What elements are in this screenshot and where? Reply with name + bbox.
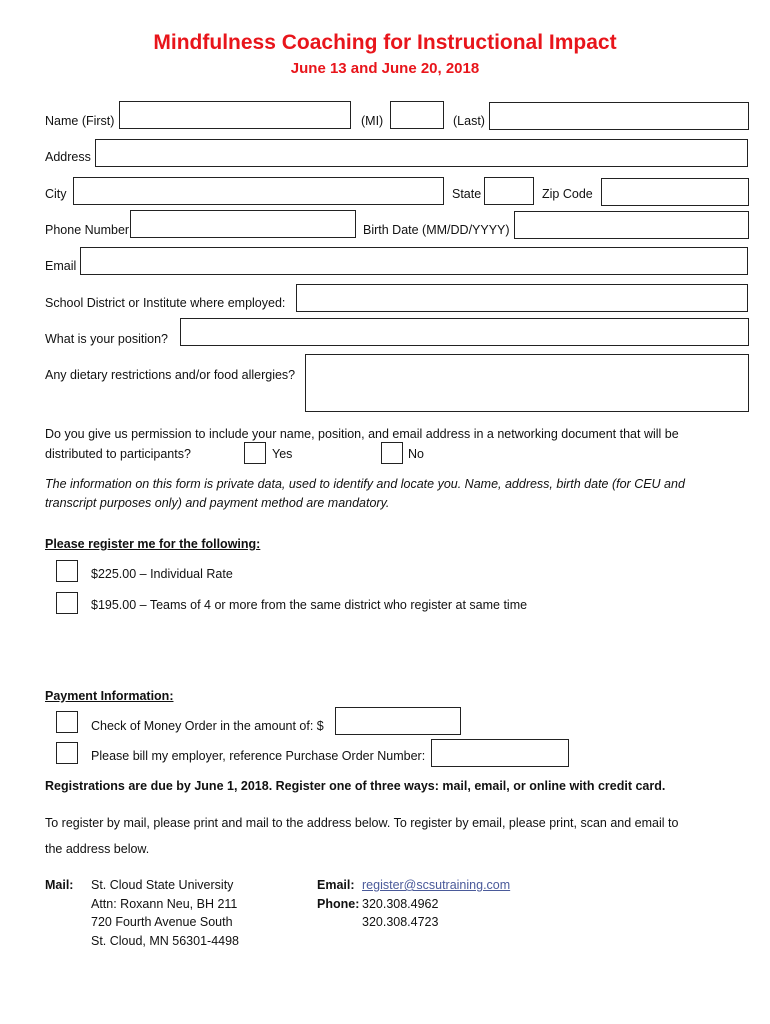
check-amount-field[interactable] [335,707,461,735]
email-contact-label: Email: [317,878,355,892]
individual-rate-checkbox[interactable] [56,560,78,582]
position-label: What is your position? [45,332,168,346]
instructions-line1: To register by mail, please print and mail to the address below. To register by email, please print, scan and email to [45,816,679,830]
bill-employer-checkbox[interactable] [56,742,78,764]
mail-address-line: Attn: Roxann Neu, BH 211 [91,897,238,911]
birth-date-field[interactable] [514,211,749,239]
zip-field[interactable] [601,178,749,206]
email-label: Email [45,259,77,273]
address-field[interactable] [95,139,748,167]
school-label: School District or Institute where employed: [45,296,286,310]
purchase-order-field[interactable] [431,739,569,767]
team-rate-checkbox[interactable] [56,592,78,614]
city-label: City [45,187,67,201]
phone-number: 320.308.4962 [362,897,439,911]
payment-heading: Payment Information: [45,689,174,703]
permission-yes-label: Yes [272,447,293,461]
due-date-notice: Registrations are due by June 1, 2018. Register one of three ways: mail, email, or online with credit card. [45,779,666,793]
permission-question-line2: distributed to participants? [45,447,191,461]
dietary-field[interactable] [305,354,749,412]
birth-date-label: Birth Date (MM/DD/YYYY) [363,223,510,237]
dietary-label: Any dietary restrictions and/or food allergies? [45,368,296,382]
phone-label: Phone Number [45,223,130,237]
first-name-field[interactable] [119,101,351,129]
zip-label: Zip Code [542,187,593,201]
event-dates: June 13 and June 20, 2018 [290,60,480,77]
middle-initial-field[interactable] [390,101,444,129]
page-title: Mindfulness Coaching for Instructional Impact [153,31,617,54]
check-payment-label: Check of Money Order in the amount of: $ [91,719,324,733]
privacy-note-line1: The information on this form is private data, used to identify and locate you. Name, address, birth date (for CEU and [45,477,685,491]
permission-no-checkbox[interactable] [381,442,403,464]
instructions-line2: the address below. [45,842,150,856]
last-name-field[interactable] [489,102,749,130]
permission-yes-checkbox[interactable] [244,442,266,464]
school-field[interactable] [296,284,748,312]
mail-address-line: 720 Fourth Avenue South [91,915,233,929]
check-payment-checkbox[interactable] [56,711,78,733]
permission-question-line1: Do you give us permission to include your name, position, and email address in a networking document that will be [45,427,679,441]
city-field[interactable] [73,177,444,205]
middle-initial-label: (MI) [361,114,384,128]
address-label: Address [45,150,91,164]
mail-address-line: St. Cloud State University [91,878,234,892]
privacy-note-line2: transcript purposes only) and payment method are mandatory. [45,496,390,510]
mail-label: Mail: [45,878,74,892]
registration-heading: Please register me for the following: [45,537,261,551]
email-field[interactable] [80,247,748,275]
state-label: State [452,187,482,201]
phone-number: 320.308.4723 [362,915,439,929]
registration-email-link[interactable]: register@scsutraining.com [362,878,511,892]
individual-rate-label: $225.00 – Individual Rate [91,567,233,581]
bill-employer-label: Please bill my employer, reference Purchase Order Number: [91,749,426,763]
position-field[interactable] [180,318,749,346]
team-rate-label: $195.00 – Teams of 4 or more from the same district who register at same time [91,598,528,612]
phone-field[interactable] [130,210,356,238]
phone-contact-label: Phone: [317,897,360,911]
mail-address-line: St. Cloud, MN 56301-4498 [91,934,240,948]
permission-no-label: No [408,447,424,461]
first-name-label: Name (First) [45,114,115,128]
last-name-label: (Last) [453,114,485,128]
state-field[interactable] [484,177,534,205]
